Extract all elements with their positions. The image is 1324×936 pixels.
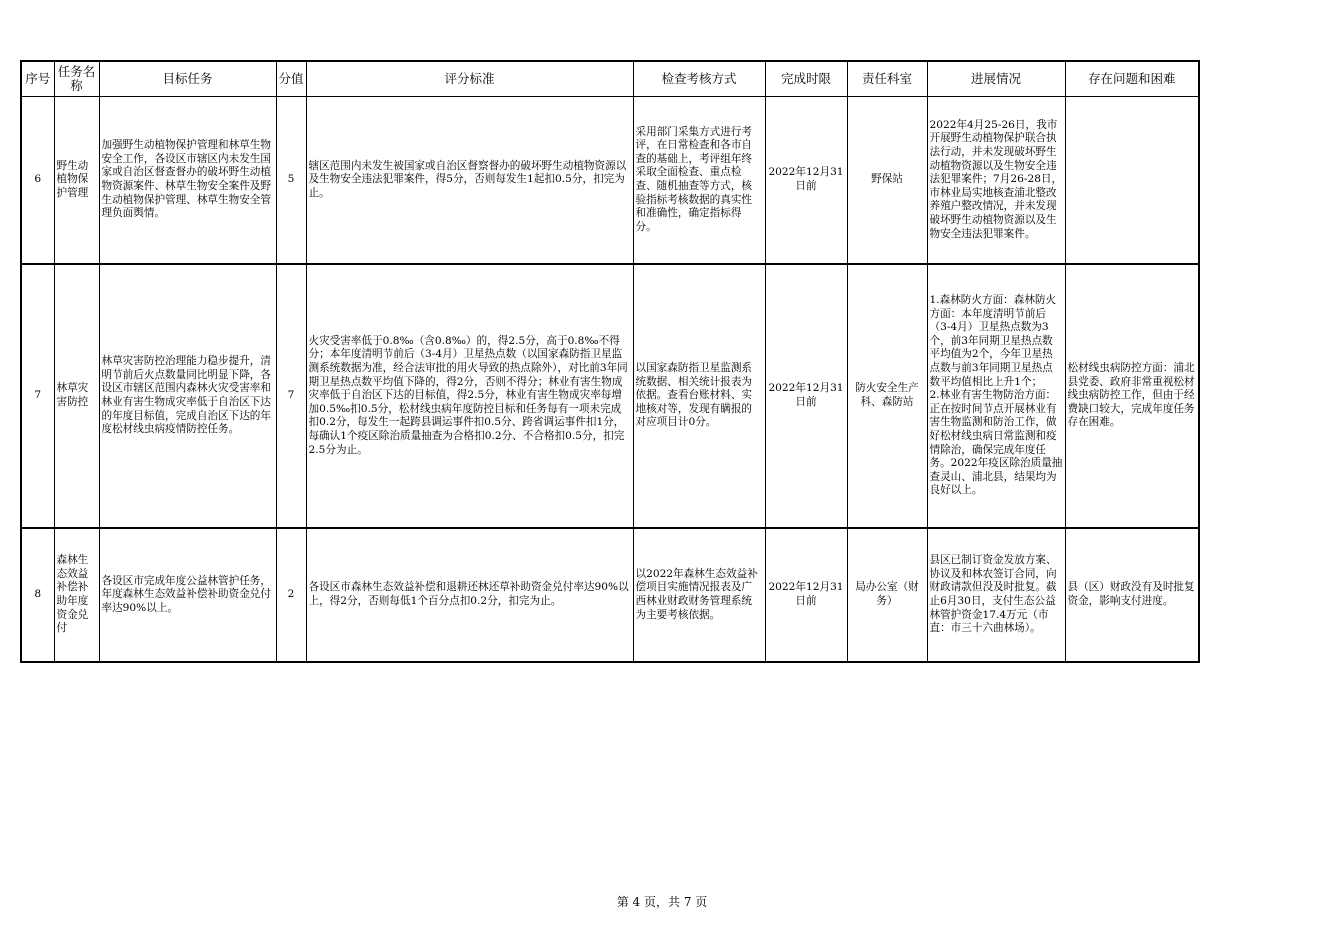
row-method: 采用部门采集方式进行考评，在日常检查和各市自查的基础上，考评组年终采取全面检查、重点检查、随机抽查等方式，核验指标考核数据的真实性和准确性，确定指标得分。 bbox=[633, 97, 765, 265]
row-criteria: 火灾受害率低于0.8‰（含0.8‰）的，得2.5分，高于0.8‰不得分；本年度清明节前后（3-4月）卫星热点数（以国家森防指卫星监测系统数据为准，经合法审批的用火导致的热点除外），对比前3年同期卫星热点数平均值下降的，得2分，否则不得分；林业有害生物成灾率低于自治区下达的目标值，得2.5分，林业有害生物成灾率每增加0.5‰扣0.5分，松材线虫病年度防控目标和任务每有一项未完成扣0.2分，每发生一起跨县调运事件扣0.5分、跨省调运事件扣1分，每确认1个疫区除治质量抽查为合格扣0.2分、不合格扣0.5分，扣完2.5分为止。 bbox=[306, 264, 633, 528]
task-table bbox=[20, 60, 1200, 663]
header-progress: 进展情况 bbox=[927, 61, 1065, 97]
row-progress: 2022年4月25-26日，我市开展野生动植物保护联合执法行动，并未发现破坏野生动植物资源以及生物安全违法犯罪案件；7月26-28日，市林业局实地核查浦北整改养殖户整改情况，并未发现破坏野生动植物资源以及生物安全违法犯罪案件。 bbox=[927, 97, 1065, 265]
row-score: 5 bbox=[276, 97, 306, 265]
table-row bbox=[21, 528, 1199, 662]
row-deadline: 2022年12月31日前 bbox=[765, 528, 847, 662]
header-criteria: 评分标准 bbox=[306, 61, 633, 97]
table-row bbox=[21, 264, 1199, 528]
row-method: 以国家森防指卫星监测系统数据、相关统计报表为依据。查看台账材料、实地核对等，发现有瞒报的对应项目计0分。 bbox=[633, 264, 765, 528]
row-issues bbox=[1065, 97, 1199, 265]
row-issues: 松材线虫病防控方面：浦北县党委、政府非常重视松材线虫病防控工作，但由于经费缺口较大，完成年度任务存在困难。 bbox=[1065, 264, 1199, 528]
row-task-name: 森林生态效益补偿补助年度资金兑付 bbox=[54, 528, 99, 662]
row-score: 7 bbox=[276, 264, 306, 528]
row-target: 各设区市完成年度公益林管护任务，年度森林生态效益补偿补助资金兑付率达90%以上。 bbox=[99, 528, 276, 662]
header-issues: 存在问题和困难 bbox=[1065, 61, 1199, 97]
row-score: 2 bbox=[276, 528, 306, 662]
header-task-name: 任务名称 bbox=[54, 61, 99, 97]
row-task-name: 林草灾害防控 bbox=[54, 264, 99, 528]
table-header-row bbox=[21, 61, 1199, 97]
row-no: 6 bbox=[21, 97, 54, 265]
header-score: 分值 bbox=[276, 61, 306, 97]
row-method: 以2022年森林生态效益补偿项目实施情况报表及广西林业财政财务管理系统为主要考核依据。 bbox=[633, 528, 765, 662]
row-progress: 1.森林防火方面：森林防火方面：本年度清明节前后（3-4月）卫星热点数为3个，前3年同期卫星热点数平均值为2个，今年卫星热点数与前3年同期卫星热点数平均值相比上升1个； 2.林业有害生物防治方面：正在按时间节点开展林业有害生物监测和防治工作，做好松材线虫病日常监测和疫情除治，确保完成年度任务。2022年疫区除治质量抽查灵山、浦北县，结果均为良好以上。 bbox=[927, 264, 1065, 528]
page-footer: 第 4 页，共 7 页 bbox=[616, 895, 708, 909]
row-target: 林草灾害防控治理能力稳步提升，清明节前后火点数量同比明显下降，各设区市辖区范围内森林火灾受害率和林业有害生物成灾率低于自治区下达的年度目标值，完成自治区下达的年度松材线虫病疫情防控任务。 bbox=[99, 264, 276, 528]
row-criteria: 各设区市森林生态效益补偿和退耕还林还草补助资金兑付率达90%以上，得2分，否则每低1个百分点扣0.2分，扣完为止。 bbox=[306, 528, 633, 662]
row-issues: 县（区）财政没有及时批复资金，影响支付进度。 bbox=[1065, 528, 1199, 662]
table-row bbox=[21, 97, 1199, 265]
row-criteria: 辖区范围内未发生被国家或自治区督察督办的破坏野生动植物资源以及生物安全违法犯罪案件，得5分，否则每发生1起扣0.5分，扣完为止。 bbox=[306, 97, 633, 265]
header-deadline: 完成时限 bbox=[765, 61, 847, 97]
row-no: 8 bbox=[21, 528, 54, 662]
header-target: 目标任务 bbox=[99, 61, 276, 97]
row-task-name: 野生动植物保护管理 bbox=[54, 97, 99, 265]
row-target: 加强野生动植物保护管理和林草生物安全工作，各设区市辖区内未发生国家或自治区督查督办的破坏野生动植物资源案件、林草生物安全案件及野生动植物保护管理、林草生物安全管理负面舆情。 bbox=[99, 97, 276, 265]
row-progress: 县区已制订资金发放方案、协议及和林农签订合同，向财政请款但没及时批复。截止6月30日，支付生态公益林管护资金17.4万元（市直：市三十六曲林场）。 bbox=[927, 528, 1065, 662]
row-dept: 野保站 bbox=[847, 97, 927, 265]
row-deadline: 2022年12月31日前 bbox=[765, 97, 847, 265]
header-no: 序号 bbox=[21, 61, 54, 97]
row-deadline: 2022年12月31日前 bbox=[765, 264, 847, 528]
row-dept: 局办公室（财务） bbox=[847, 528, 927, 662]
header-dept: 责任科室 bbox=[847, 61, 927, 97]
header-method: 检查考核方式 bbox=[633, 61, 765, 97]
row-no: 7 bbox=[21, 264, 54, 528]
row-dept: 防火安全生产科、森防站 bbox=[847, 264, 927, 528]
